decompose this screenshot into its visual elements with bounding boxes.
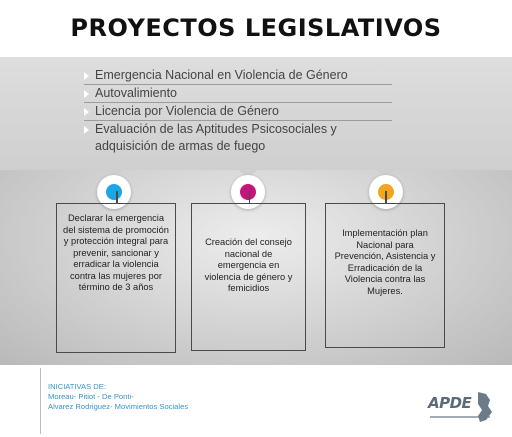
projects-list xyxy=(84,67,392,155)
connector-line xyxy=(116,191,118,204)
page-title: PROYECTOS LEGISLATIVOS xyxy=(70,14,442,42)
project-item xyxy=(84,67,392,85)
initiatives-line: Moreau- Pitiot - De Ponti- xyxy=(48,392,134,401)
card-text: Creación del consejo nacional de emergencia en violencia de género y femicidios xyxy=(204,237,293,293)
apde-logo xyxy=(428,390,498,424)
initiative-card xyxy=(191,203,306,351)
project-text: Evaluación de las Aptitudes Psicosociales y adquisición de armas de fuego xyxy=(95,122,337,153)
dot xyxy=(106,184,122,200)
card-text: Declarar la emergencia del sistema de promoción y protección integral para prevenir, sancionar y erradicar la violencia contra las mujeres por término de 3 años xyxy=(63,213,169,292)
initiatives-credit xyxy=(48,382,188,412)
logo-text: APDE xyxy=(428,394,472,412)
project-item xyxy=(84,103,392,121)
project-item xyxy=(84,121,392,155)
connector-line xyxy=(249,191,251,204)
arrow-icon xyxy=(84,90,89,98)
initiative-card xyxy=(325,203,445,348)
initiative-card xyxy=(56,203,176,353)
card-text: Implementación plan Nacional para Prevención, Asistencia y Erradicación de la Violencia contra las Mujeres. xyxy=(334,228,436,296)
arrow-icon xyxy=(84,72,89,80)
initiatives-line: Alvarez Rodriguez- Movimientos Sociales xyxy=(48,402,189,411)
divider-line xyxy=(40,368,41,434)
arrow-icon xyxy=(84,126,89,134)
arrow-icon xyxy=(84,108,89,116)
project-text: Emergencia Nacional en Violencia de Género xyxy=(95,68,348,82)
project-text: Licencia por Violencia de Género xyxy=(95,104,279,118)
project-text: Autovalimiento xyxy=(95,86,177,100)
project-item xyxy=(84,85,392,103)
initiatives-heading: INICIATIVAS DE: xyxy=(48,382,106,391)
connector-line xyxy=(385,191,387,204)
